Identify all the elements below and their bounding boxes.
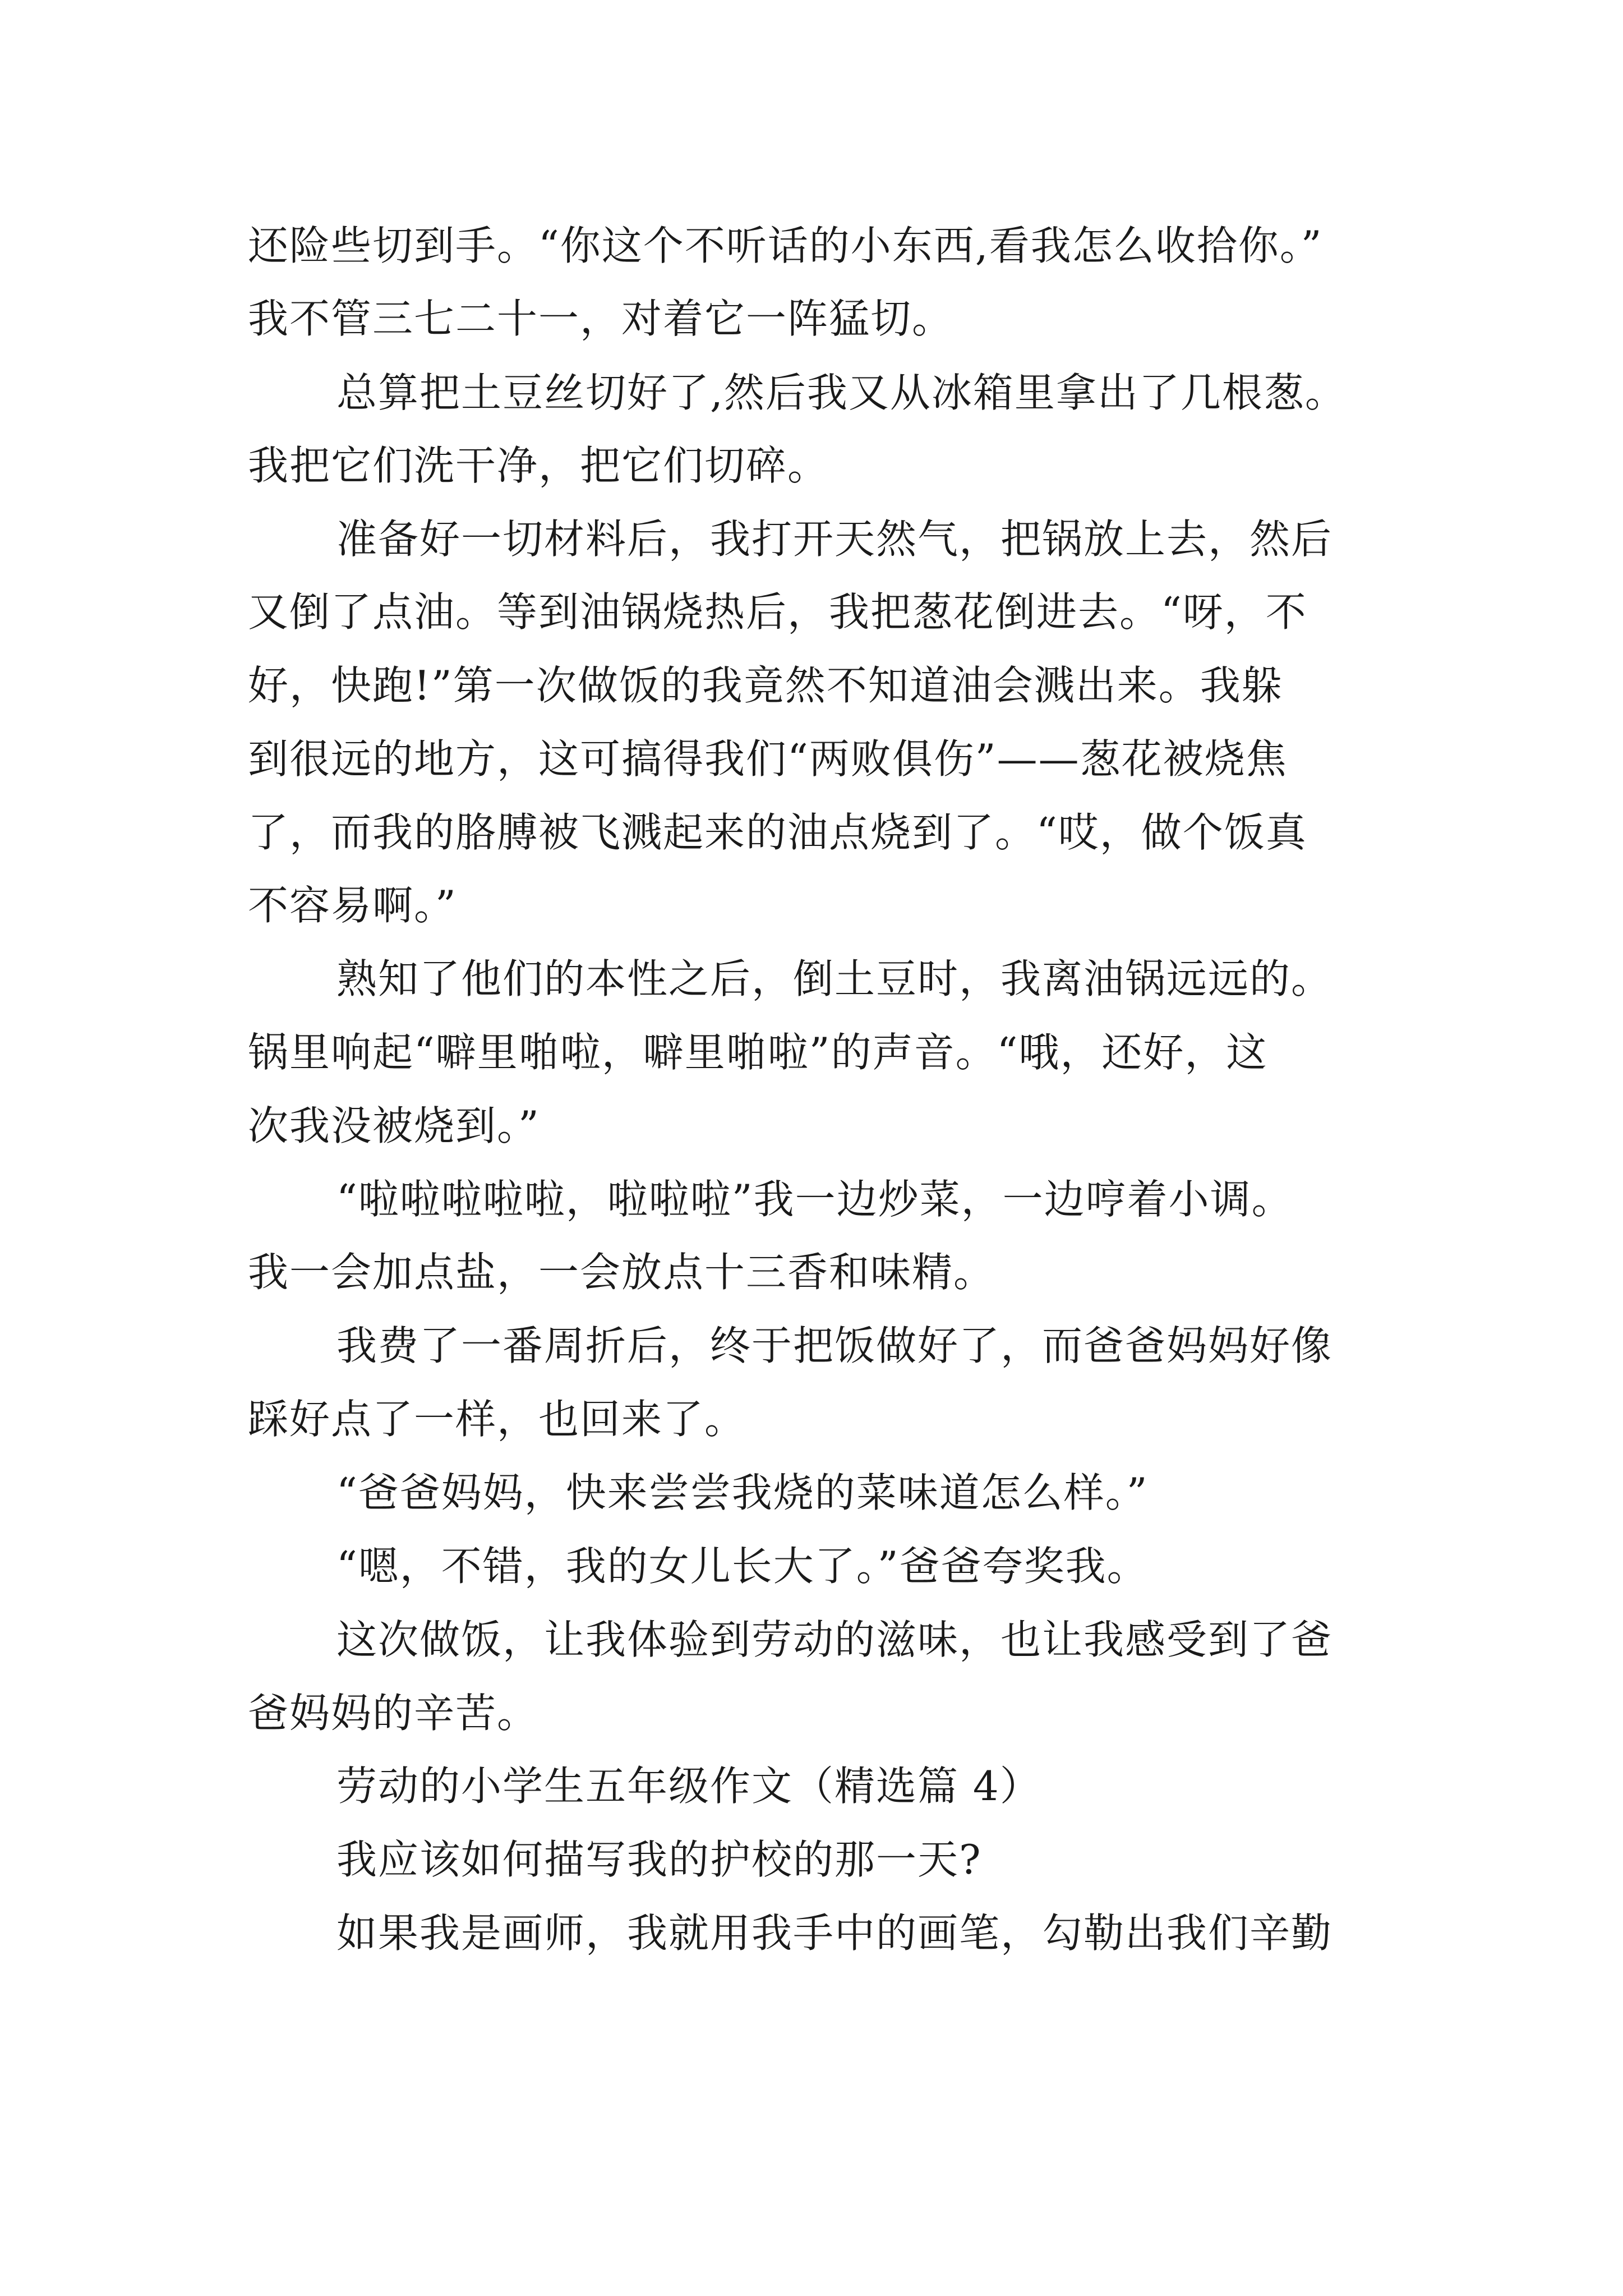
text-line: 次我没被烧到。” (248, 1102, 540, 1149)
text-line: 了，而我的胳膊被飞溅起来的油点烧到了。“哎，做个饭真 (248, 809, 1307, 856)
text-line: 我把它们洗干净，把它们切碎。 (248, 442, 829, 489)
section-heading-line: 劳动的小学生五年级作文（精选篇 4） (336, 1763, 1041, 1810)
text-line: 到很远的地方，这可搞得我们“两败俱伤”——葱花被烧焦 (248, 735, 1288, 783)
text-line: 又倒了点油。等到油锅烧热后，我把葱花倒进去。“呀，不 (248, 588, 1307, 636)
paragraph-start-line: 我费了一番周折后，终于把饭做好了，而爸爸妈妈好像 (336, 1322, 1333, 1369)
text-line: 锅里响起“噼里啪啦，噼里啪啦”的声音。“哦，还好，这 (248, 1029, 1268, 1076)
text-line: 还险些切到手。“你这个不听话的小东西,看我怎么收拾你。” (248, 222, 1323, 269)
text-line: 不容易啊。” (248, 882, 457, 929)
paragraph-start-line: “嗯，不错，我的女儿长大了。”爸爸夸奖我。 (336, 1543, 1149, 1590)
paragraph-start-line: 准备好一切材料后，我打开天然气，把锅放上去，然后 (336, 516, 1333, 563)
paragraph-start-line: “爸爸妈妈，快来尝尝我烧的菜味道怎么样。” (336, 1469, 1149, 1516)
paragraph-start-line: 熟知了他们的本性之后，倒土豆时，我离油锅远远的。 (336, 955, 1333, 1002)
paragraph-start-line: 如果我是画师，我就用我手中的画笔，勾勒出我们辛勤 (336, 1910, 1333, 1957)
paragraph-start-line: 总算把土豆丝切好了,然后我又从冰箱里拿出了几根葱。 (336, 369, 1347, 416)
text-line: 我不管三七二十一，对着它一阵猛切。 (248, 295, 954, 342)
text-line: 好，快跑!”第一次做饭的我竟然不知道油会溅出来。我躲 (248, 662, 1283, 709)
paragraph-start-line: 这次做饭，让我体验到劳动的滋味，也让我感受到了爸 (336, 1616, 1333, 1663)
text-line: 爸妈妈的辛苦。 (248, 1690, 539, 1737)
text-line: 踩好点了一样，也回来了。 (248, 1396, 746, 1443)
paragraph-start-line: “啦啦啦啦啦，啦啦啦”我一边炒菜，一边哼着小调。 (336, 1176, 1293, 1223)
text-line: 我一会加点盐，一会放点十三香和味精。 (248, 1249, 995, 1296)
paragraph-start-line: 我应该如何描写我的护校的那一天? (336, 1836, 982, 1883)
